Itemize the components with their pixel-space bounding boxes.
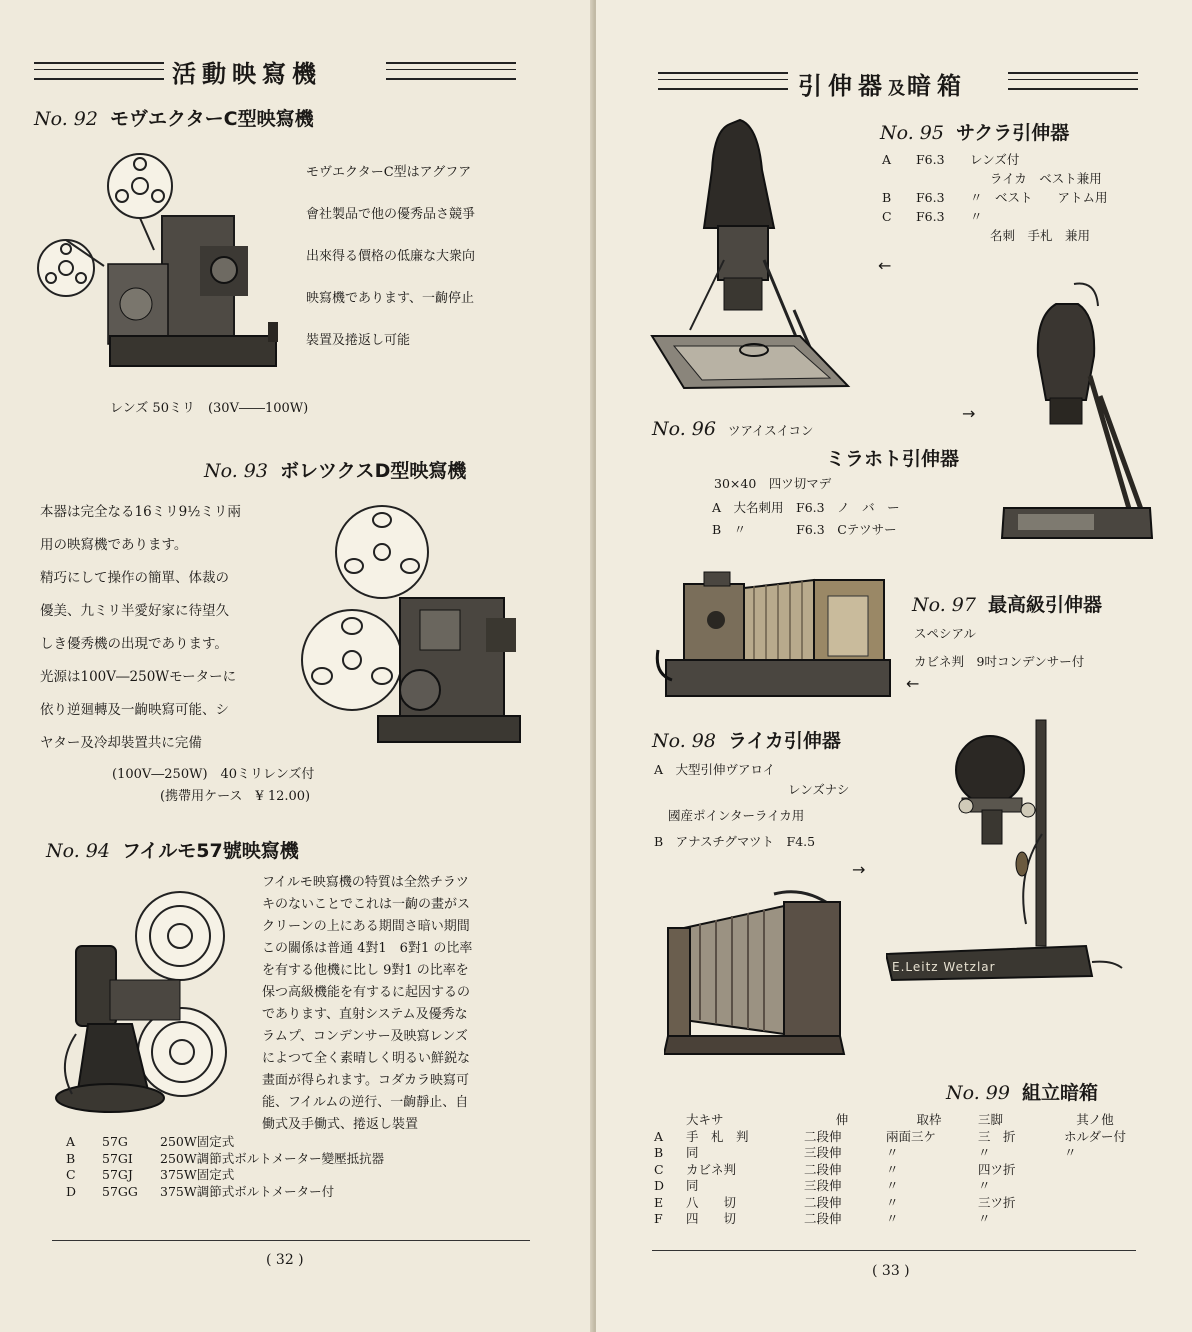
table-header-row bbox=[654, 1112, 1132, 1129]
table-cell: E bbox=[654, 1194, 664, 1210]
table-row bbox=[66, 1151, 390, 1168]
table-cell: 手 札 判 bbox=[686, 1128, 749, 1144]
page-number: ( 33 ) bbox=[872, 1263, 910, 1279]
table-header: 取枠 bbox=[916, 1112, 942, 1127]
model-key: A bbox=[66, 1134, 76, 1149]
product-specs-95 bbox=[882, 150, 1108, 245]
desc-line: 映寫機であります、一齣停止 bbox=[306, 291, 474, 306]
section-title-part: 引伸器 bbox=[798, 72, 888, 100]
product-name: ボレツクスD型映寫機 bbox=[280, 460, 467, 482]
page-number: ( 32 ) bbox=[266, 1252, 304, 1268]
table-cell: 〃 bbox=[886, 1161, 899, 1177]
product-number: No. 95 bbox=[880, 122, 944, 144]
spec-row bbox=[882, 207, 1108, 226]
product-size-96: 30×40 四ツ切マデ bbox=[714, 476, 832, 491]
table-header: 伸 bbox=[835, 1112, 849, 1127]
table-cell: 〃 bbox=[886, 1211, 899, 1226]
model-code: 57GI bbox=[102, 1150, 133, 1166]
title-rule-left bbox=[658, 72, 788, 90]
desc-line: 優美、九ミリ半愛好家に待望久 bbox=[40, 603, 229, 619]
title-rule-right bbox=[1008, 72, 1138, 90]
desc-line: を有する他機に比し 9對1 の比率を bbox=[262, 963, 469, 978]
product-description-93 bbox=[40, 496, 241, 760]
right-arrow-icon: → bbox=[852, 860, 866, 879]
spec-note: 〃 bbox=[970, 209, 983, 224]
desc-line: 裝置及捲返し可能 bbox=[306, 333, 411, 348]
model-spec: 250W調節式ボルトメーター變壓抵抗器 bbox=[160, 1150, 385, 1166]
model-spec: 250W固定式 bbox=[160, 1134, 235, 1149]
footer-rule bbox=[52, 1240, 530, 1241]
desc-line: 能、フイルムの逆行、一齣靜止、自 bbox=[262, 1095, 469, 1110]
left-page bbox=[0, 0, 594, 1332]
table-row bbox=[654, 1129, 1132, 1146]
spec-key: B bbox=[882, 190, 892, 205]
title-rule-left bbox=[34, 62, 164, 80]
spec-aperture: F6.3 bbox=[916, 190, 945, 205]
table-cell: 兩面三ケ bbox=[886, 1128, 937, 1144]
product-spec-93: (100V―250W) 40ミリレンズ付 bbox=[112, 767, 315, 782]
desc-line: しき優秀機の出現であります。 bbox=[40, 636, 228, 652]
table-cell: 〃 bbox=[978, 1145, 991, 1160]
table-cell: 八 切 bbox=[686, 1194, 737, 1210]
table-cell: 四 切 bbox=[686, 1211, 737, 1226]
product-name: サクラ引伸器 bbox=[956, 122, 1070, 144]
table-row bbox=[66, 1167, 390, 1184]
table-cell: 同 bbox=[686, 1145, 699, 1160]
spec-row-96-a: A 大名刺用 F6.3 ノ バ ー bbox=[712, 500, 900, 515]
table-cell: B bbox=[654, 1145, 664, 1160]
enlarger-97-illustration bbox=[654, 570, 900, 710]
table-cell: C bbox=[654, 1161, 664, 1177]
spec-row-96-b: B 〃 F6.3 Cテツサー bbox=[712, 522, 897, 537]
desc-line: 精巧にして操作の簡單、体裁の bbox=[40, 570, 229, 586]
title-rule-right bbox=[386, 62, 516, 80]
spec-row: ライカ ベスト兼用 bbox=[990, 171, 1102, 186]
table-cell: 〃 bbox=[978, 1178, 991, 1193]
table-header: 其ノ他 bbox=[1076, 1112, 1114, 1127]
model-key: B bbox=[66, 1150, 76, 1166]
desc-line: 光源は100V―250Wモーターに bbox=[40, 669, 237, 685]
desc-line: 本器は完全なる16ミリ9½ミリ兩 bbox=[40, 504, 241, 520]
left-arrow-icon: ← bbox=[906, 674, 920, 693]
product-description-92 bbox=[306, 152, 475, 362]
product-number: No. 96 bbox=[652, 418, 716, 440]
enlarger-95-illustration bbox=[644, 110, 854, 394]
desc-line: ラムプ、コンデンサー及映寫レンズ bbox=[262, 1029, 468, 1044]
spec-note: 〃 ベスト アトム用 bbox=[970, 190, 1108, 205]
spec-row: 名刺 手札 兼用 bbox=[990, 228, 1091, 243]
right-arrow-icon: → bbox=[962, 404, 976, 423]
spec-row bbox=[882, 188, 1108, 207]
product-number: No. 93 bbox=[204, 460, 268, 482]
table-row bbox=[654, 1211, 1132, 1228]
table-cell: 三 折 bbox=[978, 1128, 1016, 1144]
product-line-97-2: カビネ判 9吋コンデンサー付 bbox=[914, 654, 1085, 669]
spec-aperture: F6.3 bbox=[916, 209, 945, 224]
product-maker: ツアイスイコン bbox=[728, 423, 814, 438]
table-cell: 〃 bbox=[886, 1178, 899, 1193]
desc-line: モヴエクターC型はアグフア bbox=[306, 165, 472, 180]
table-cell bbox=[1064, 1211, 1132, 1228]
product-name: フイルモ57號映寫機 bbox=[122, 840, 299, 862]
desc-line: であります、直射システム及優秀な bbox=[262, 1007, 468, 1022]
product-name: 組立暗箱 bbox=[1022, 1082, 1099, 1104]
product-price-93: (携帶用ケース ¥ 12.00) bbox=[160, 789, 311, 804]
table-cell: 二段伸 bbox=[804, 1161, 842, 1177]
spec-row bbox=[882, 150, 1108, 169]
enlarger-98-illustration bbox=[886, 714, 1136, 984]
desc-line: フイルモ映寫機の特質は全然チラツ bbox=[262, 875, 469, 890]
model-key: D bbox=[66, 1183, 77, 1199]
table-row bbox=[66, 1134, 390, 1151]
product-heading-94 bbox=[46, 836, 299, 863]
model-spec: 375W固定式 bbox=[160, 1167, 235, 1182]
table-cell bbox=[1064, 1162, 1132, 1179]
footer-rule bbox=[652, 1250, 1136, 1251]
product-line-98-2: レンズナシ bbox=[788, 782, 850, 797]
desc-line: 出來得る價格の低廉な大衆向 bbox=[306, 249, 476, 264]
table-row bbox=[654, 1178, 1132, 1195]
desc-line: 畫面が得られます。コダカラ映寫可 bbox=[262, 1073, 469, 1088]
product-name: モヴエクターC型映寫機 bbox=[110, 108, 314, 130]
model-spec: 375W調節式ボルトメーター付 bbox=[160, 1183, 335, 1199]
spec-key: C bbox=[882, 209, 892, 224]
product-number: No. 99 bbox=[946, 1082, 1010, 1104]
product-heading-92 bbox=[34, 104, 314, 131]
table-cell: 二段伸 bbox=[804, 1194, 842, 1210]
product-name: 最高級引伸器 bbox=[988, 594, 1103, 616]
product-number: No. 97 bbox=[912, 594, 976, 616]
projector-94-illustration bbox=[48, 884, 258, 1124]
table-cell: 四ツ折 bbox=[978, 1161, 1016, 1177]
desc-line: クリーンの上にある期間さ暗い期間 bbox=[262, 919, 470, 934]
model-code: 57G bbox=[102, 1134, 128, 1149]
desc-line: 依り逆廻轉及一齣映寫可能、シ bbox=[40, 702, 229, 718]
table-cell: 〃 bbox=[1064, 1145, 1077, 1160]
section-title-part: 及 bbox=[888, 79, 907, 99]
product-line-98-3: 國産ポインターライカ用 bbox=[668, 808, 805, 823]
desc-line: この關係は普通 4對1 6對1 の比率 bbox=[262, 941, 473, 956]
product-heading-97 bbox=[912, 590, 1102, 617]
table-cell: 三ツ折 bbox=[978, 1194, 1016, 1210]
specs-table-99 bbox=[654, 1112, 1132, 1228]
camera-99-illustration bbox=[664, 888, 846, 1060]
section-title: 活動映寫機 bbox=[172, 60, 322, 88]
product-line-98-1: A 大型引伸ヴアロイ bbox=[654, 762, 776, 777]
projector-93-illustration bbox=[290, 490, 526, 756]
table-cell: ホルダー付 bbox=[1064, 1128, 1127, 1144]
product-line-97-1: スペシアル bbox=[914, 626, 977, 641]
section-title bbox=[798, 66, 967, 101]
product-number: No. 98 bbox=[652, 730, 716, 752]
desc-line: 働式及手働式、捲返し裝置 bbox=[262, 1117, 419, 1132]
enlarger-96-illustration bbox=[1000, 276, 1156, 548]
product-description-94 bbox=[262, 872, 472, 1136]
stand-brand-label: E.Leitz Wetzlar bbox=[892, 960, 996, 974]
left-arrow-icon: ← bbox=[878, 256, 892, 275]
product-heading-98 bbox=[652, 726, 841, 753]
product-heading-96 bbox=[652, 418, 814, 440]
product-heading-99 bbox=[946, 1078, 1098, 1105]
product-name-96: ミラホト引伸器 bbox=[826, 448, 960, 470]
table-cell: 同 bbox=[686, 1178, 699, 1193]
product-name: ライカ引伸器 bbox=[728, 730, 841, 752]
product-caption-92: レンズ 50ミリ (30V――100W) bbox=[110, 401, 309, 416]
table-cell: 三段伸 bbox=[804, 1145, 842, 1160]
table-cell: D bbox=[654, 1178, 665, 1193]
right-page bbox=[596, 0, 1192, 1332]
table-header bbox=[654, 1112, 686, 1129]
table-cell: 〃 bbox=[978, 1211, 991, 1226]
desc-line: 保つ高級機能を有するに起因するの bbox=[262, 985, 471, 1000]
table-cell: 二段伸 bbox=[804, 1211, 842, 1226]
product-heading-95 bbox=[880, 118, 1069, 145]
model-code: 57GJ bbox=[102, 1167, 133, 1182]
models-table-94 bbox=[66, 1134, 390, 1200]
table-header: 三脚 bbox=[978, 1112, 1004, 1127]
spec-note: レンズ付 bbox=[970, 152, 1020, 167]
desc-line: キのないことでこれは一齣の畫がス bbox=[262, 897, 471, 912]
desc-line: ヤター及冷却裝置共に完備 bbox=[40, 735, 202, 751]
product-number: No. 92 bbox=[34, 108, 98, 130]
table-cell: A bbox=[654, 1128, 664, 1144]
table-cell: 二段伸 bbox=[804, 1128, 842, 1144]
table-row bbox=[66, 1184, 390, 1201]
table-row bbox=[654, 1162, 1132, 1179]
spec-aperture: F6.3 bbox=[916, 152, 945, 167]
table-cell bbox=[1064, 1195, 1132, 1212]
desc-line: 用の映寫機であります。 bbox=[40, 537, 188, 553]
product-number: No. 94 bbox=[46, 840, 110, 862]
table-cell bbox=[1064, 1178, 1132, 1195]
model-code: 57GG bbox=[102, 1183, 138, 1199]
table-cell: 〃 bbox=[886, 1194, 899, 1210]
section-title-part: 暗箱 bbox=[907, 72, 967, 100]
model-key: C bbox=[66, 1167, 76, 1182]
product-line-98-4: B アナスチグマツト F4.5 bbox=[654, 834, 816, 849]
table-cell: F bbox=[654, 1211, 663, 1226]
desc-line: 會社製品で他の優秀品さ競爭 bbox=[306, 207, 476, 222]
table-row bbox=[654, 1195, 1132, 1212]
table-cell: カビネ判 bbox=[686, 1161, 737, 1177]
projector-92-illustration bbox=[24, 146, 288, 378]
table-row bbox=[654, 1145, 1132, 1162]
table-header: 大キサ bbox=[686, 1112, 724, 1127]
table-cell: 〃 bbox=[886, 1145, 899, 1160]
table-cell: 三段伸 bbox=[804, 1178, 842, 1193]
product-heading-93 bbox=[204, 456, 466, 483]
desc-line: によつて全く素晴しく明るい鮮鋭な bbox=[262, 1051, 471, 1066]
spec-key: A bbox=[882, 152, 892, 167]
